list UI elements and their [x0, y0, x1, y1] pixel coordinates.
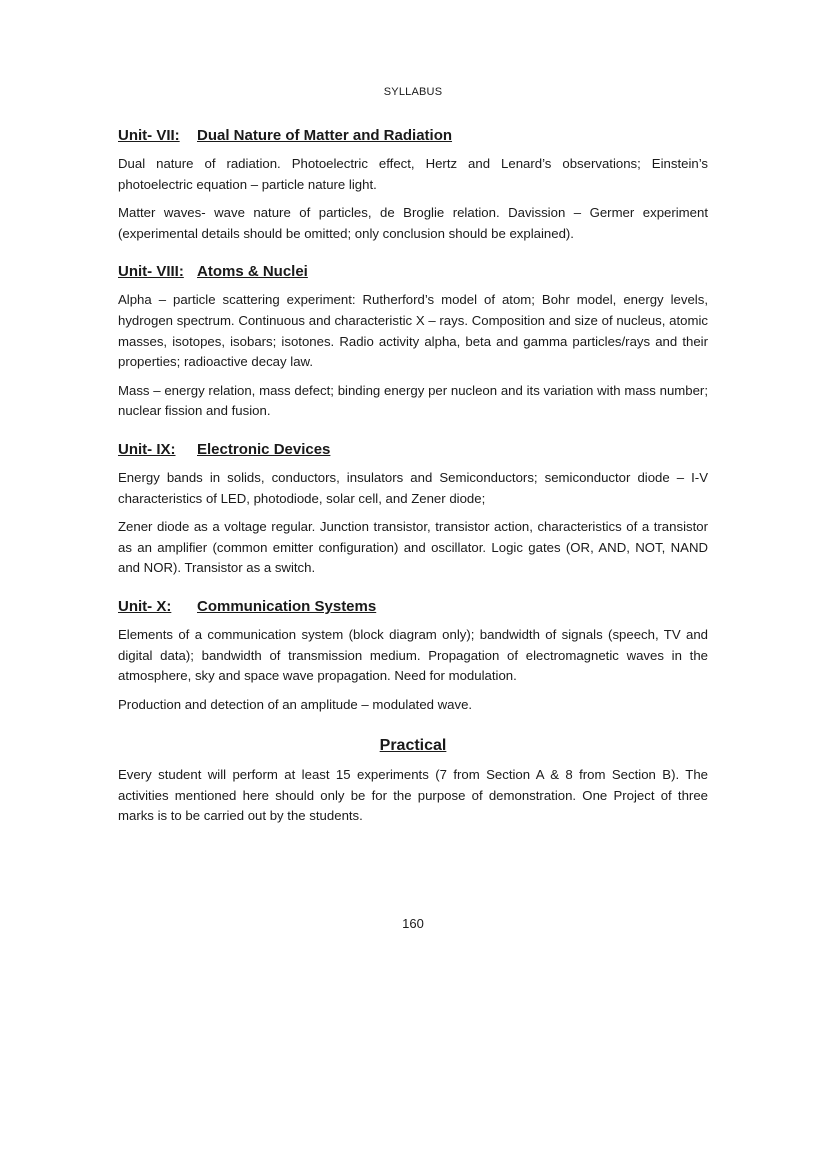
unit-paragraph: Matter waves- wave nature of particles, de Broglie relation. Davission – Germer experiment (experimental details should be omitted; only conclusion should be explained).	[118, 205, 708, 241]
unit-title: Dual Nature of Matter and Radiation	[197, 127, 453, 144]
unit-heading	[118, 126, 708, 146]
unit-paragraph: Dual nature of radiation. Photoelectric effect, Hertz and Lenard’s observations; Einstein’s photoelectric equation – particle nature light.	[118, 156, 708, 192]
unit-paragraph: Production and detection of an amplitude – modulated wave.	[118, 696, 473, 712]
practical-section	[118, 735, 708, 827]
unit-paragraph: Energy bands in solids, conductors, insulators and Semiconductors; semiconductor diode – I-V characteristics of LED, photodiode, solar cell, and Zener diode;	[118, 469, 708, 506]
running-header: SYLLABUS	[383, 86, 443, 98]
unit-label: Unit- VIII:	[118, 263, 184, 281]
unit-section-viii	[118, 262, 708, 422]
unit-heading	[118, 597, 708, 617]
page-content	[118, 126, 708, 835]
unit-section-x	[118, 597, 708, 715]
unit-paragraph: Alpha – particle scattering experiment: Rutherford’s model of atom; Bohr model, energy levels, hydrogen spectrum. Continuous and characteristic X – rays. Composition and size of nucleus, atomic masses, isotopes, isobars; isotones. Radio activity alpha, beta and gamma particles/rays and their properties; radioactive decay law.	[118, 292, 708, 370]
unit-title: Communication Systems	[197, 597, 377, 615]
unit-section-ix	[118, 440, 708, 579]
unit-label: Unit- VII:	[118, 127, 180, 144]
unit-paragraph: Elements of a communication system (block diagram only); bandwidth of signals (speech, TV and digital data); bandwidth of transmission medium. Propagation of electromagnetic waves in the atmosphere, sky and space wave propagation. Need for modulation.	[118, 626, 708, 684]
unit-heading	[118, 440, 708, 460]
practical-paragraph: Every student will perform at least 15 experiments (7 from Section A & 8 from Section B). The activities mentioned here should only be for the purpose of demonstration. One Project of three marks is to be carried out by the students.	[118, 767, 708, 824]
unit-label: Unit- IX:	[118, 440, 176, 458]
unit-section-vii	[118, 126, 708, 244]
unit-title: Atoms & Nuclei	[197, 263, 308, 281]
unit-paragraph: Zener diode as a voltage regular. Junction transistor, transistor action, characteristics of a transistor as an amplifier (common emitter configuration) and oscillator. Logic gates (OR, AND, NOT, NAND and NOR). Transistor as a switch.	[118, 519, 708, 576]
unit-label: Unit- X:	[118, 597, 172, 615]
unit-paragraph: Mass – energy relation, mass defect; binding energy per nucleon and its variation with mass number; nuclear fission and fusion.	[118, 382, 708, 419]
unit-heading	[118, 262, 708, 282]
unit-title: Electronic Devices	[197, 440, 331, 458]
page-number: 160	[402, 916, 424, 931]
practical-heading: Practical	[379, 737, 447, 755]
